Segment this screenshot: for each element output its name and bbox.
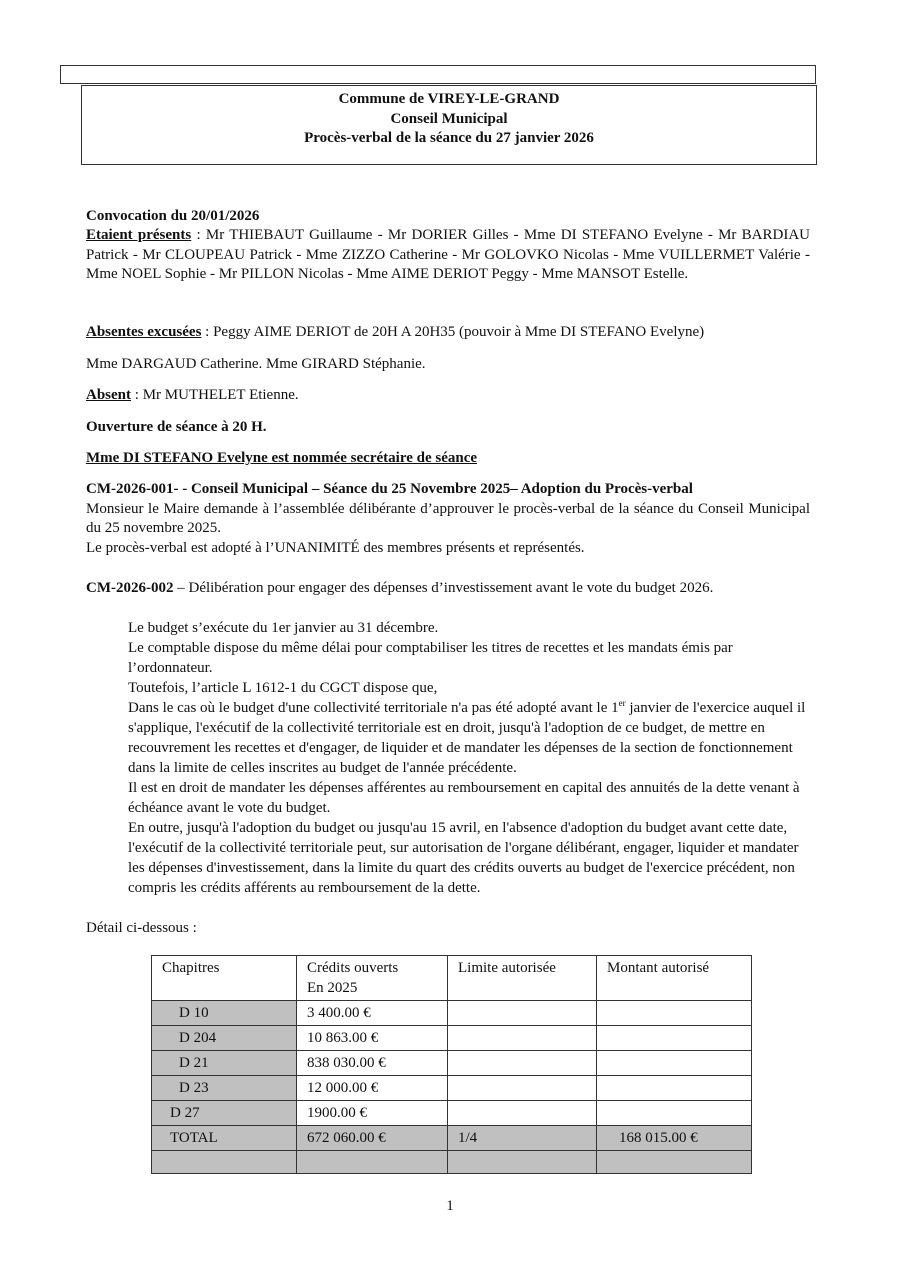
total-amount: 168 015.00 €: [597, 1126, 752, 1151]
presents-paragraph: [86, 226, 810, 285]
budget-table: [151, 955, 752, 1174]
table-header-row: [152, 956, 752, 1001]
absent-paragraph: [86, 386, 810, 406]
commune-name: Commune de VIREY-LE-GRAND: [338, 91, 560, 107]
item2-p4: [128, 698, 810, 778]
empty-cell: [448, 1151, 597, 1174]
presents-label: Etaient présents: [86, 227, 192, 243]
absent-label: Absent: [86, 387, 132, 403]
cell-amount: [597, 1101, 752, 1126]
cell-credits: 838 030.00 €: [297, 1051, 448, 1076]
empty-cell: [297, 1151, 448, 1174]
item2-p6: En outre, jusqu'à l'adoption du budget ou jusqu'au 15 avril, en l'absence d'adoption du budget avant cette date, l'exécutif de la collectivité territoriale peut, sur autorisation de l'organe délibérant, engager, liquider et mandater les dépenses d'investissement, dans la limite du quart des crédits ouverts au budget de l'exercice précédent, non compris les crédits afférents au remboursement de la dette.: [128, 820, 799, 896]
excused-line2: Mme DARGAUD Catherine. Mme GIRARD Stéphanie.: [86, 356, 426, 372]
page-number: 1: [446, 1198, 454, 1214]
pv-title: Procès-verbal de la séance du 27 janvier 2026: [304, 130, 594, 146]
item2-heading: [86, 579, 810, 599]
table-row: [152, 1076, 752, 1101]
cell-limit: [448, 1076, 597, 1101]
th-montant: Montant autorisé: [597, 956, 752, 1001]
item2-p5: Il est en droit de mandater les dépenses afférentes au remboursement en capital des annuités de la dette venant à échéance avant le vote du budget.: [128, 780, 800, 816]
item2-p2: Le comptable dispose du même délai pour comptabiliser les titres de recettes et les mandats émis par l’ordonnateur.: [128, 640, 733, 676]
excused-sep: :: [201, 324, 214, 340]
council-name: Conseil Municipal: [390, 110, 508, 127]
convocation-line: Convocation du 20/01/2026: [86, 208, 260, 224]
presents-list: Mr THIEBAUT Guillaume - Mr DORIER Gilles - Mme DI STEFANO Evelyne - Mr BARDIAU Patrick - Mr CLOUPEAU Patrick - Mme ZIZZO Catherine - Mr GOLOVKO Nicolas - Mme VUILLERMET Valérie - Mme NOEL Sophie - Mr PILLON Nicolas - Mme AIME DERIOT Peggy - Mme MANSOT Estelle.: [86, 227, 810, 282]
excused-label: Absentes excusées: [86, 324, 202, 340]
empty-cell: [152, 1151, 297, 1174]
detail-label: Détail ci-dessous :: [86, 920, 197, 936]
item2-p1: Le budget s’exécute du 1er janvier au 31 décembre.: [128, 620, 439, 636]
cell-chap: D 204: [152, 1026, 297, 1051]
cell-amount: [597, 1051, 752, 1076]
cell-chap: D 10: [152, 1001, 297, 1026]
total-label: TOTAL: [152, 1126, 297, 1151]
total-limit: 1/4: [448, 1126, 597, 1151]
item1-block: [86, 480, 810, 558]
th-credits: [297, 956, 448, 1001]
opening-line: Ouverture de séance à 20 H.: [86, 419, 267, 435]
cell-limit: [448, 1001, 597, 1026]
table-row: [152, 1051, 752, 1076]
th-chapitres: Chapitres: [152, 956, 297, 1001]
presents-sep: :: [191, 227, 206, 243]
item1-title: CM-2026-001- - Conseil Municipal – Séance du 25 Novembre 2025– Adoption du Procès-verbal: [86, 481, 693, 497]
cell-limit: [448, 1026, 597, 1051]
item2-title: – Délibération pour engager des dépenses d’investissement avant le vote du budget 2026.: [173, 580, 714, 596]
table-row: [152, 1101, 752, 1126]
item2-body: [128, 618, 810, 898]
th-credits-line2: En 2025: [307, 980, 358, 996]
cell-credits: 10 863.00 €: [297, 1026, 448, 1051]
item2-p3: Toutefois, l’article L 1612-1 du CGCT dispose que,: [128, 680, 438, 696]
secretary-line: Mme DI STEFANO Evelyne est nommée secrétaire de séance: [86, 450, 478, 466]
cell-credits: 3 400.00 €: [297, 1001, 448, 1026]
cell-chap: D 27: [152, 1101, 297, 1126]
item2-code: CM-2026-002: [86, 580, 174, 596]
table-empty-row: [152, 1151, 752, 1174]
item2-p4-sup: er: [618, 698, 626, 708]
cell-limit: [448, 1051, 597, 1076]
cell-chap: D 21: [152, 1051, 297, 1076]
cell-limit: [448, 1101, 597, 1126]
table-row: [152, 1001, 752, 1026]
item1-body: Monsieur le Maire demande à l’assemblée délibérante d’approuver le procès-verbal de la séance du Conseil Municipal du 25 novembre 2025.: [86, 500, 810, 536]
item2-p4-end: janvier de l'exercice auquel il s'applique, l'exécutif de la collectivité territoriale est en droit, jusqu'à l'adoption de ce budget, de mettre en recouvrement les recettes et d'engager, de liquider et de mandater les dépenses de la section de fonctionnement dans la limite de celles inscrites au budget de l'année précédente.: [128, 700, 806, 776]
cell-amount: [597, 1026, 752, 1051]
table-total-row: [152, 1126, 752, 1151]
cell-credits: 1900.00 €: [297, 1101, 448, 1126]
empty-cell: [597, 1151, 752, 1174]
th-credits-line1: Crédits ouverts: [307, 960, 399, 976]
cell-amount: [597, 1076, 752, 1101]
absent-text: Mr MUTHELET Etienne.: [142, 387, 299, 403]
cell-credits: 12 000.00 €: [297, 1076, 448, 1101]
excused-text: Peggy AIME DERIOT de 20H A 20H35 (pouvoir à Mme DI STEFANO Evelyne): [213, 324, 705, 340]
total-credits: 672 060.00 €: [297, 1126, 448, 1151]
absent-sep: :: [131, 387, 143, 403]
cell-chap: D 23: [152, 1076, 297, 1101]
cell-amount: [597, 1001, 752, 1026]
document-header: [81, 85, 817, 165]
item2-p4-start: Dans le cas où le budget d'une collectivité territoriale n'a pas été adopté avant le 1: [128, 700, 619, 716]
top-frame: [60, 65, 816, 84]
excused-paragraph: [86, 323, 810, 343]
table-row: [152, 1026, 752, 1051]
item1-result: Le procès-verbal est adopté à l’UNANIMITÉ des membres présents et représentés.: [86, 539, 585, 556]
th-limite: Limite autorisée: [448, 956, 597, 1001]
